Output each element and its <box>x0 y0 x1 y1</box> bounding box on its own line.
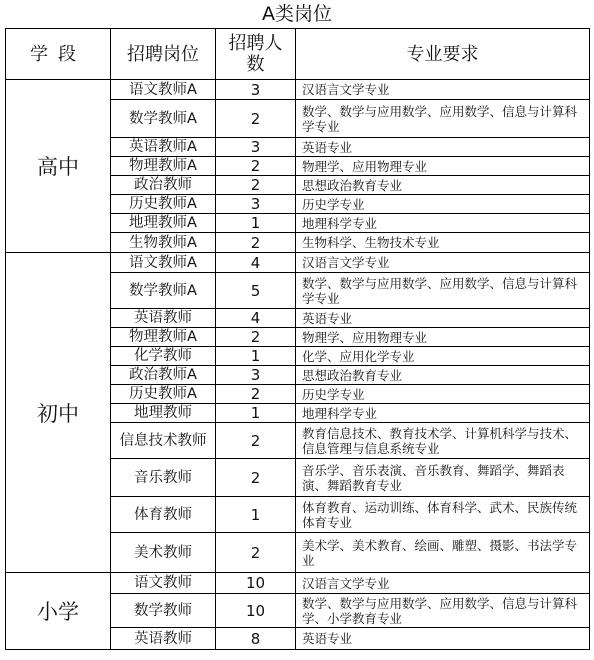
post-cell: 英语教师 <box>111 628 216 650</box>
major-cell: 历史学专业 <box>296 385 590 404</box>
post-cell: 物理教师A <box>111 328 216 347</box>
post-cell: 历史教师A <box>111 385 216 404</box>
major-cell: 历史学专业 <box>296 195 590 214</box>
major-cell: 地理科学专业 <box>296 404 590 423</box>
major-cell: 数学、数学与应用数学、应用数学、信息与计算科学专业 <box>296 100 590 138</box>
major-cell: 数学、数学与应用数学、应用数学、信息与计算科学专业 <box>296 273 590 309</box>
major-cell: 汉语言文学专业 <box>296 80 590 100</box>
count-cell: 2 <box>216 100 296 138</box>
post-cell: 数学教师A <box>111 273 216 309</box>
major-cell: 数学、数学与应用数学、应用数学、信息与计算科学、小学教育专业 <box>296 594 590 628</box>
table-row <box>6 80 590 100</box>
post-cell: 地理教师A <box>111 214 216 233</box>
header-post: 招聘岗位 <box>111 29 216 80</box>
table-row <box>6 253 590 273</box>
count-cell: 2 <box>216 328 296 347</box>
count-cell: 2 <box>216 176 296 195</box>
count-cell: 1 <box>216 214 296 233</box>
count-cell: 8 <box>216 628 296 650</box>
header-stage: 学段 <box>6 29 111 80</box>
post-cell: 音乐教师 <box>111 459 216 497</box>
major-cell: 化学、应用化学专业 <box>296 347 590 366</box>
count-cell: 1 <box>216 404 296 423</box>
count-cell: 3 <box>216 195 296 214</box>
count-cell: 2 <box>216 385 296 404</box>
count-cell: 2 <box>216 423 296 459</box>
count-cell: 4 <box>216 309 296 328</box>
major-cell: 生物科学、生物技术专业 <box>296 233 590 253</box>
count-cell: 2 <box>216 157 296 176</box>
post-cell: 数学教师 <box>111 594 216 628</box>
post-cell: 语文教师A <box>111 80 216 100</box>
count-cell: 2 <box>216 459 296 497</box>
major-cell: 思想政治教育专业 <box>296 366 590 385</box>
positions-table <box>5 28 590 650</box>
post-cell: 化学教师 <box>111 347 216 366</box>
post-cell: 语文教师A <box>111 253 216 273</box>
table-row <box>6 573 590 594</box>
stage-cell: 高中 <box>6 80 111 253</box>
post-cell: 政治教师A <box>111 366 216 385</box>
post-cell: 信息技术教师 <box>111 423 216 459</box>
stage-cell: 初中 <box>6 253 111 573</box>
stage-cell: 小学 <box>6 573 111 650</box>
post-cell: 物理教师A <box>111 157 216 176</box>
major-cell: 英语专业 <box>296 138 590 157</box>
count-cell: 1 <box>216 347 296 366</box>
header-count: 招聘人数 <box>216 29 296 80</box>
count-cell: 1 <box>216 497 296 533</box>
post-cell: 语文教师 <box>111 573 216 594</box>
header-row <box>6 29 590 80</box>
count-cell: 10 <box>216 573 296 594</box>
count-cell: 5 <box>216 273 296 309</box>
major-cell: 汉语言文学专业 <box>296 573 590 594</box>
major-cell: 汉语言文学专业 <box>296 253 590 273</box>
major-cell: 地理科学专业 <box>296 214 590 233</box>
count-cell: 3 <box>216 138 296 157</box>
count-cell: 2 <box>216 233 296 253</box>
major-cell: 体育教育、运动训练、体育科学、武术、民族传统体育专业 <box>296 497 590 533</box>
major-cell: 音乐学、音乐表演、音乐教育、舞蹈学、舞蹈表演、舞蹈教育专业 <box>296 459 590 497</box>
count-cell: 3 <box>216 80 296 100</box>
major-cell: 英语专业 <box>296 309 590 328</box>
post-cell: 历史教师A <box>111 195 216 214</box>
count-cell: 10 <box>216 594 296 628</box>
major-cell: 教育信息技术、教育技术学、计算机科学与技术、信息管理与信息系统专业 <box>296 423 590 459</box>
count-cell: 4 <box>216 253 296 273</box>
header-major: 专业要求 <box>296 29 590 80</box>
post-cell: 生物教师A <box>111 233 216 253</box>
post-cell: 数学教师A <box>111 100 216 138</box>
post-cell: 英语教师 <box>111 309 216 328</box>
major-cell: 物理学、应用物理专业 <box>296 328 590 347</box>
major-cell: 英语专业 <box>296 628 590 650</box>
major-cell: 思想政治教育专业 <box>296 176 590 195</box>
post-cell: 地理教师 <box>111 404 216 423</box>
page-title: A类岗位 <box>262 3 332 25</box>
count-cell: 3 <box>216 366 296 385</box>
major-cell: 美术学、美术教育、绘画、雕塑、摄影、书法学专业 <box>296 533 590 573</box>
post-cell: 英语教师A <box>111 138 216 157</box>
post-cell: 政治教师 <box>111 176 216 195</box>
post-cell: 美术教师 <box>111 533 216 573</box>
post-cell: 体育教师 <box>111 497 216 533</box>
major-cell: 物理学、应用物理专业 <box>296 157 590 176</box>
count-cell: 2 <box>216 533 296 573</box>
